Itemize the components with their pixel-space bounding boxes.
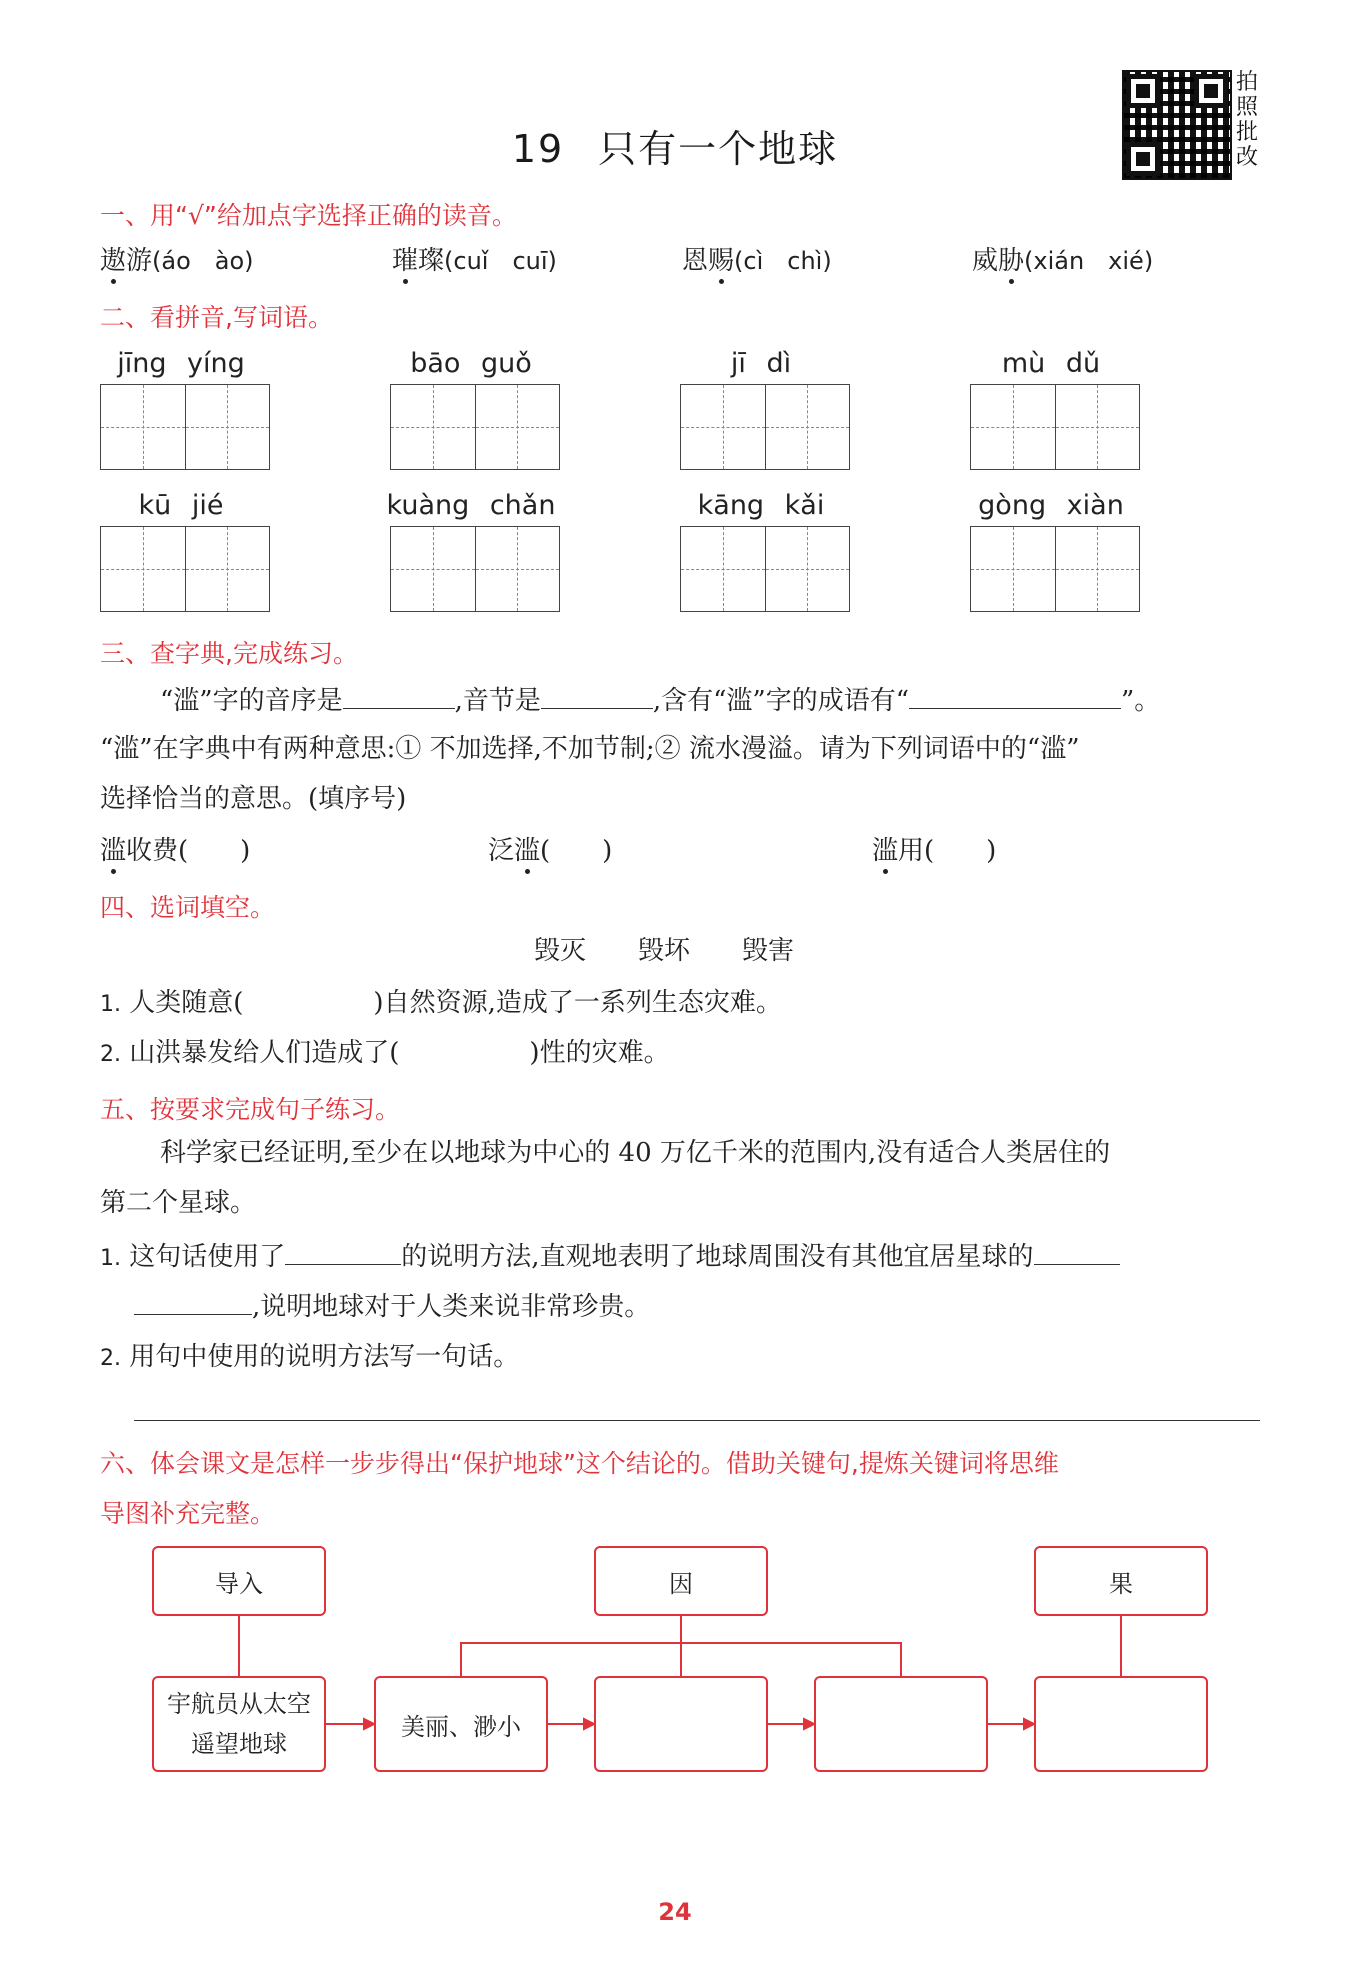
s3-line2: “滥”在字典中有两种意思:① 不加选择,不加节制;② 流水漫溢。请为下列词语中的“滥” bbox=[100, 734, 1080, 764]
word-choices: 毁灭 毁坏 毁害 bbox=[534, 936, 795, 966]
s1-item-2: 璀璨(cuǐ cuī) bbox=[392, 246, 557, 276]
mindmap-cause-box: 因 bbox=[594, 1546, 768, 1616]
s4-question-2: 2. 山洪暴发给人们造成了( )性的灾难。 bbox=[100, 1038, 670, 1068]
pinyin-2: bāo guǒ bbox=[410, 348, 532, 379]
s5-question-1: 1. 这句话使用了 的说明方法,直观地表明了地球周围没有其他宜居星球的 bbox=[100, 1240, 1120, 1274]
pinyin-7: kāng kǎi bbox=[697, 490, 825, 521]
section4-heading: 四、选词填空。 bbox=[100, 893, 276, 922]
section1-heading: 一、用“√”给加点字选择正确的读音。 bbox=[100, 201, 517, 230]
s3-item-1: 滥收费( ) bbox=[100, 836, 251, 866]
s1-item-1: 遨游(áo ào) bbox=[100, 246, 254, 276]
s1-item-4: 威胁(xián xié) bbox=[972, 246, 1154, 276]
pinyin-4: mù dǔ bbox=[1001, 348, 1101, 379]
pinyin-6: kuàng chǎn bbox=[386, 490, 556, 521]
s5-passage-line2: 第二个星球。 bbox=[100, 1188, 257, 1218]
s5-passage-line1: 科学家已经证明,至少在以地球为中心的 40 万亿千米的范围内,没有适合人类居住的 bbox=[160, 1138, 1111, 1168]
lesson-number: 19 bbox=[511, 127, 565, 171]
section2-heading: 二、看拼音,写词语。 bbox=[100, 303, 333, 332]
s3-line1: “滥”字的音序是 ,音节是 ,含有“滥”字的成语有“ ”。 bbox=[160, 686, 1161, 716]
pinyin-1: jīng yíng bbox=[117, 348, 245, 379]
mindmap-node-1: 宇航员从太空 遥望地球 bbox=[152, 1676, 326, 1772]
s5-question-2: 2. 用句中使用的说明方法写一句话。 bbox=[100, 1342, 520, 1372]
s1-item-3: 恩赐(cì chì) bbox=[682, 246, 832, 276]
s5-question-1-cont: ,说明地球对于人类来说非常珍贵。 bbox=[134, 1290, 650, 1322]
pinyin-3: jī dì bbox=[730, 348, 792, 379]
qr-label: 拍照批改 bbox=[1236, 70, 1259, 170]
mindmap-result-box: 果 bbox=[1034, 1546, 1208, 1616]
page-number: 24 bbox=[658, 1898, 692, 1926]
section5-heading: 五、按要求完成句子练习。 bbox=[100, 1095, 401, 1124]
s3-item-2: 泛滥( ) bbox=[488, 836, 613, 866]
s3-line3: 选择恰当的意思。(填序号) bbox=[100, 784, 407, 814]
s3-item-3: 滥用( ) bbox=[872, 836, 997, 866]
pinyin-8: gòng xiàn bbox=[978, 490, 1124, 521]
lesson-title: 只有一个地球 bbox=[598, 127, 839, 171]
mindmap-node-2: 美丽、渺小 bbox=[374, 1676, 548, 1772]
s4-question-1: 1. 人类随意( )自然资源,造成了一系列生态灾难。 bbox=[100, 988, 782, 1018]
pinyin-5: kū jié bbox=[138, 490, 224, 521]
section6-heading-line1: 六、体会课文是怎样一步步得出“保护地球”这个结论的。借助关键句,提炼关键词将思维 bbox=[100, 1449, 1059, 1478]
section6-heading-line2: 导图补充完整。 bbox=[100, 1499, 276, 1528]
section3-heading: 三、查字典,完成练习。 bbox=[100, 639, 358, 668]
mindmap-intro-box: 导入 bbox=[152, 1546, 326, 1616]
